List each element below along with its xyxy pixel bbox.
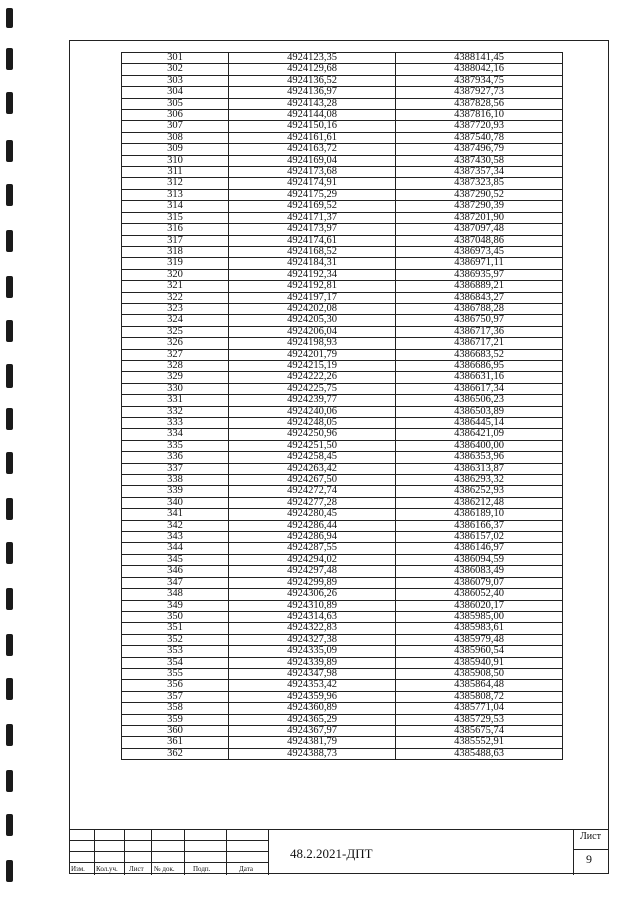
coord-x-cell: 4924129,68	[229, 64, 396, 75]
coord-y-cell: 4386631,16	[396, 372, 563, 383]
table-row	[122, 144, 563, 155]
point-number-cell: 316	[122, 224, 229, 235]
stamp-row-line	[69, 851, 269, 852]
point-number-cell: 358	[122, 703, 229, 714]
coord-y-cell: 4387540,78	[396, 132, 563, 143]
table-row	[122, 315, 563, 326]
coord-y-cell: 4387323,85	[396, 178, 563, 189]
coord-x-cell: 4924174,61	[229, 235, 396, 246]
coord-y-cell: 4387720,93	[396, 121, 563, 132]
coord-y-cell: 4385940,91	[396, 657, 563, 668]
coord-x-cell: 4924267,50	[229, 475, 396, 486]
stamp-label-kolvo: Кол.уч.	[96, 865, 118, 873]
point-number-cell: 348	[122, 589, 229, 600]
point-number-cell: 328	[122, 360, 229, 371]
point-number-cell: 314	[122, 201, 229, 212]
coord-y-cell: 4386083,49	[396, 566, 563, 577]
coord-y-cell: 4387934,75	[396, 75, 563, 86]
coord-x-cell: 4924150,16	[229, 121, 396, 132]
table-row	[122, 475, 563, 486]
coord-x-cell: 4924169,04	[229, 155, 396, 166]
coord-x-cell: 4924287,55	[229, 543, 396, 554]
coord-x-cell: 4924299,89	[229, 577, 396, 588]
table-row	[122, 326, 563, 337]
table-row	[122, 725, 563, 736]
point-number-cell: 356	[122, 680, 229, 691]
point-number-cell: 323	[122, 303, 229, 314]
coord-y-cell: 4387496,79	[396, 144, 563, 155]
coord-x-cell: 4924239,77	[229, 395, 396, 406]
point-number-cell: 345	[122, 554, 229, 565]
coord-x-cell: 4924173,97	[229, 224, 396, 235]
coord-x-cell: 4924136,52	[229, 75, 396, 86]
point-number-cell: 342	[122, 520, 229, 531]
table-row	[122, 110, 563, 121]
coord-x-cell: 4924367,97	[229, 725, 396, 736]
document-code: 48.2.2021-ДПТ	[290, 846, 373, 861]
coord-x-cell: 4924314,63	[229, 611, 396, 622]
point-number-cell: 335	[122, 440, 229, 451]
coord-y-cell: 4386617,34	[396, 383, 563, 394]
coord-y-cell: 4385808,72	[396, 691, 563, 702]
point-number-cell: 357	[122, 691, 229, 702]
coord-y-cell: 4385864,48	[396, 680, 563, 691]
table-row	[122, 75, 563, 86]
binding-mark	[6, 8, 13, 28]
table-row	[122, 360, 563, 371]
point-number-cell: 336	[122, 452, 229, 463]
coord-x-cell: 4924272,74	[229, 486, 396, 497]
point-number-cell: 311	[122, 167, 229, 178]
point-number-cell: 322	[122, 292, 229, 303]
coord-y-cell: 4386788,28	[396, 303, 563, 314]
point-number-cell: 344	[122, 543, 229, 554]
coord-y-cell: 4386717,36	[396, 326, 563, 337]
table-row	[122, 657, 563, 668]
point-number-cell: 347	[122, 577, 229, 588]
coord-y-cell: 4386445,14	[396, 418, 563, 429]
table-row	[122, 440, 563, 451]
coord-y-cell: 4386212,48	[396, 497, 563, 508]
binding-mark	[6, 92, 13, 114]
coord-y-cell: 4385675,74	[396, 725, 563, 736]
coord-x-cell: 4924310,89	[229, 600, 396, 611]
coord-y-cell: 4387097,48	[396, 224, 563, 235]
coord-x-cell: 4924197,17	[229, 292, 396, 303]
table-row	[122, 463, 563, 474]
coord-x-cell: 4924339,89	[229, 657, 396, 668]
point-number-cell: 313	[122, 189, 229, 200]
coord-x-cell: 4924360,89	[229, 703, 396, 714]
point-number-cell: 350	[122, 611, 229, 622]
coord-x-cell: 4924144,08	[229, 110, 396, 121]
binding-mark	[6, 230, 13, 252]
coord-x-cell: 4924143,28	[229, 98, 396, 109]
coord-x-cell: 4924192,81	[229, 281, 396, 292]
coord-y-cell: 4386717,21	[396, 338, 563, 349]
table-row	[122, 98, 563, 109]
coord-y-cell: 4385552,91	[396, 737, 563, 748]
coord-y-cell: 4386400,00	[396, 440, 563, 451]
coord-y-cell: 4387290,39	[396, 201, 563, 212]
coord-y-cell: 4388141,45	[396, 53, 563, 64]
point-number-cell: 361	[122, 737, 229, 748]
table-row	[122, 201, 563, 212]
coord-x-cell: 4924248,05	[229, 418, 396, 429]
point-number-cell: 308	[122, 132, 229, 143]
table-row	[122, 406, 563, 417]
coord-y-cell: 4386971,11	[396, 258, 563, 269]
point-number-cell: 341	[122, 509, 229, 520]
coord-x-cell: 4924286,94	[229, 532, 396, 543]
table-row	[122, 246, 563, 257]
point-number-cell: 304	[122, 87, 229, 98]
point-number-cell: 312	[122, 178, 229, 189]
binding-mark	[6, 140, 13, 162]
binding-mark	[6, 634, 13, 656]
binding-mark	[6, 48, 13, 70]
coord-x-cell: 4924184,31	[229, 258, 396, 269]
binding-mark	[6, 542, 13, 564]
coord-x-cell: 4924297,48	[229, 566, 396, 577]
coord-y-cell: 4385488,63	[396, 748, 563, 759]
table-row	[122, 64, 563, 75]
coord-x-cell: 4924258,45	[229, 452, 396, 463]
coord-y-cell: 4385983,61	[396, 623, 563, 634]
point-number-cell: 321	[122, 281, 229, 292]
stamp-sheet-line	[573, 849, 609, 850]
coord-x-cell: 4924335,09	[229, 646, 396, 657]
table-row	[122, 646, 563, 657]
point-number-cell: 326	[122, 338, 229, 349]
coord-x-cell: 4924251,50	[229, 440, 396, 451]
coord-x-cell: 4924175,29	[229, 189, 396, 200]
coord-x-cell: 4924173,68	[229, 167, 396, 178]
point-number-cell: 351	[122, 623, 229, 634]
point-number-cell: 315	[122, 212, 229, 223]
table-row	[122, 737, 563, 748]
coord-y-cell: 4387430,58	[396, 155, 563, 166]
coord-x-cell: 4924225,75	[229, 383, 396, 394]
coord-x-cell: 4924198,93	[229, 338, 396, 349]
stamp-label-podp: Подп.	[193, 865, 211, 873]
point-number-cell: 303	[122, 75, 229, 86]
point-number-cell: 362	[122, 748, 229, 759]
coord-y-cell: 4387048,86	[396, 235, 563, 246]
point-number-cell: 339	[122, 486, 229, 497]
coord-x-cell: 4924206,04	[229, 326, 396, 337]
coord-x-cell: 4924202,08	[229, 303, 396, 314]
coord-x-cell: 4924168,52	[229, 246, 396, 257]
table-row	[122, 372, 563, 383]
point-number-cell: 337	[122, 463, 229, 474]
point-number-cell: 307	[122, 121, 229, 132]
table-row	[122, 520, 563, 531]
table-row	[122, 281, 563, 292]
table-row	[122, 167, 563, 178]
coordinates-table	[121, 52, 563, 760]
point-number-cell: 325	[122, 326, 229, 337]
coord-x-cell: 4924263,42	[229, 463, 396, 474]
table-row	[122, 566, 563, 577]
table-row	[122, 600, 563, 611]
point-number-cell: 355	[122, 668, 229, 679]
coord-y-cell: 4387357,34	[396, 167, 563, 178]
table-row	[122, 87, 563, 98]
point-number-cell: 309	[122, 144, 229, 155]
table-row	[122, 258, 563, 269]
binding-mark	[6, 498, 13, 520]
stamp-label-list: Лист	[129, 865, 144, 873]
point-number-cell: 327	[122, 349, 229, 360]
table-row	[122, 486, 563, 497]
point-number-cell: 359	[122, 714, 229, 725]
coord-y-cell: 4387927,73	[396, 87, 563, 98]
table-row	[122, 429, 563, 440]
table-row	[122, 554, 563, 565]
coord-x-cell: 4924322,83	[229, 623, 396, 634]
coord-x-cell: 4924388,73	[229, 748, 396, 759]
coord-y-cell: 4386094,59	[396, 554, 563, 565]
point-number-cell: 330	[122, 383, 229, 394]
table-row	[122, 269, 563, 280]
table-row	[122, 509, 563, 520]
coord-x-cell: 4924123,35	[229, 53, 396, 64]
point-number-cell: 332	[122, 406, 229, 417]
table-row	[122, 292, 563, 303]
stamp-label-data: Дата	[239, 865, 253, 873]
point-number-cell: 318	[122, 246, 229, 257]
coord-x-cell: 4924280,45	[229, 509, 396, 520]
stamp-row-line	[69, 840, 269, 841]
point-number-cell: 354	[122, 657, 229, 668]
coord-x-cell: 4924286,44	[229, 520, 396, 531]
point-number-cell: 317	[122, 235, 229, 246]
point-number-cell: 301	[122, 53, 229, 64]
table-row	[122, 668, 563, 679]
point-number-cell: 340	[122, 497, 229, 508]
coord-x-cell: 4924381,79	[229, 737, 396, 748]
coord-x-cell: 4924169,52	[229, 201, 396, 212]
coord-y-cell: 4385908,50	[396, 668, 563, 679]
table-row	[122, 212, 563, 223]
coord-y-cell: 4385771,04	[396, 703, 563, 714]
table-row	[122, 714, 563, 725]
coord-y-cell: 4386020,17	[396, 600, 563, 611]
sheet-number: 9	[586, 852, 592, 866]
coord-y-cell: 4385729,53	[396, 714, 563, 725]
point-number-cell: 306	[122, 110, 229, 121]
coord-x-cell: 4924205,30	[229, 315, 396, 326]
table-row	[122, 589, 563, 600]
table-row	[122, 532, 563, 543]
coord-y-cell: 4386889,21	[396, 281, 563, 292]
point-number-cell: 305	[122, 98, 229, 109]
coord-y-cell: 4386052,40	[396, 589, 563, 600]
coord-y-cell: 4386252,93	[396, 486, 563, 497]
point-number-cell: 353	[122, 646, 229, 657]
binding-mark	[6, 724, 13, 746]
point-number-cell: 319	[122, 258, 229, 269]
point-number-cell: 324	[122, 315, 229, 326]
point-number-cell: 338	[122, 475, 229, 486]
point-number-cell: 302	[122, 64, 229, 75]
table-row	[122, 395, 563, 406]
binding-mark	[6, 408, 13, 430]
point-number-cell: 334	[122, 429, 229, 440]
coord-y-cell: 4386353,96	[396, 452, 563, 463]
table-row	[122, 121, 563, 132]
coord-y-cell: 4386146,97	[396, 543, 563, 554]
coord-x-cell: 4924136,97	[229, 87, 396, 98]
point-number-cell: 360	[122, 725, 229, 736]
table-row	[122, 224, 563, 235]
coord-y-cell: 4386686,95	[396, 360, 563, 371]
binding-mark	[6, 320, 13, 342]
coord-y-cell: 4386313,87	[396, 463, 563, 474]
coord-y-cell: 4385979,48	[396, 634, 563, 645]
binding-mark	[6, 276, 13, 298]
point-number-cell: 352	[122, 634, 229, 645]
point-number-cell: 346	[122, 566, 229, 577]
binding-mark	[6, 678, 13, 700]
binding-mark	[6, 588, 13, 610]
coord-y-cell: 4386503,89	[396, 406, 563, 417]
table-row	[122, 418, 563, 429]
coord-y-cell: 4386973,45	[396, 246, 563, 257]
coord-x-cell: 4924171,37	[229, 212, 396, 223]
coord-x-cell: 4924277,28	[229, 497, 396, 508]
table-row	[122, 680, 563, 691]
table-row	[122, 53, 563, 64]
point-number-cell: 349	[122, 600, 229, 611]
stamp-label-izm: Изм.	[71, 865, 85, 873]
table-row	[122, 543, 563, 554]
coord-y-cell: 4387201,90	[396, 212, 563, 223]
coord-y-cell: 4386293,32	[396, 475, 563, 486]
stamp-label-doc: № док.	[154, 865, 175, 873]
binding-mark	[6, 814, 13, 836]
table-row	[122, 748, 563, 759]
coord-x-cell: 4924353,42	[229, 680, 396, 691]
table-row	[122, 178, 563, 189]
table-row	[122, 235, 563, 246]
coord-y-cell: 4386421,09	[396, 429, 563, 440]
table-row	[122, 303, 563, 314]
coord-y-cell: 4386935,97	[396, 269, 563, 280]
table-row	[122, 338, 563, 349]
table-row	[122, 189, 563, 200]
coord-y-cell: 4385960,54	[396, 646, 563, 657]
binding-mark	[6, 184, 13, 206]
coord-x-cell: 4924365,29	[229, 714, 396, 725]
coord-x-cell: 4924161,61	[229, 132, 396, 143]
table-row	[122, 497, 563, 508]
coord-x-cell: 4924250,96	[229, 429, 396, 440]
coord-y-cell: 4386843,27	[396, 292, 563, 303]
coord-x-cell: 4924174,91	[229, 178, 396, 189]
table-row	[122, 349, 563, 360]
coord-x-cell: 4924215,19	[229, 360, 396, 371]
coord-x-cell: 4924294,02	[229, 554, 396, 565]
coord-y-cell: 4386189,10	[396, 509, 563, 520]
table-row	[122, 634, 563, 645]
coord-y-cell: 4386506,23	[396, 395, 563, 406]
stamp-sheet-divider	[573, 830, 574, 875]
coord-y-cell: 4386079,07	[396, 577, 563, 588]
point-number-cell: 343	[122, 532, 229, 543]
coord-x-cell: 4924347,98	[229, 668, 396, 679]
binding-mark	[6, 452, 13, 474]
table-row	[122, 577, 563, 588]
table-row	[122, 623, 563, 634]
coord-x-cell: 4924201,79	[229, 349, 396, 360]
binding-mark	[6, 770, 13, 792]
point-number-cell: 329	[122, 372, 229, 383]
sheet-label: Лист	[580, 831, 601, 842]
table-row	[122, 383, 563, 394]
coord-x-cell: 4924359,96	[229, 691, 396, 702]
coord-x-cell: 4924222,26	[229, 372, 396, 383]
coord-y-cell: 4387290,52	[396, 189, 563, 200]
table-row	[122, 691, 563, 702]
table-row	[122, 132, 563, 143]
binding-mark	[6, 860, 13, 882]
coord-x-cell: 4924240,06	[229, 406, 396, 417]
table-row	[122, 452, 563, 463]
table-row	[122, 611, 563, 622]
coord-x-cell: 4924327,38	[229, 634, 396, 645]
coord-x-cell: 4924163,72	[229, 144, 396, 155]
binding-holes	[0, 0, 20, 905]
coord-y-cell: 4388042,16	[396, 64, 563, 75]
coord-y-cell: 4386166,37	[396, 520, 563, 531]
stamp-row-line	[69, 862, 269, 863]
coord-y-cell: 4387816,10	[396, 110, 563, 121]
coord-y-cell: 4387828,56	[396, 98, 563, 109]
coord-y-cell: 4386750,97	[396, 315, 563, 326]
coord-y-cell: 4386683,52	[396, 349, 563, 360]
table-row	[122, 155, 563, 166]
point-number-cell: 331	[122, 395, 229, 406]
binding-mark	[6, 364, 13, 388]
point-number-cell: 320	[122, 269, 229, 280]
point-number-cell: 310	[122, 155, 229, 166]
point-number-cell: 333	[122, 418, 229, 429]
coord-x-cell: 4924192,34	[229, 269, 396, 280]
coord-y-cell: 4385985,00	[396, 611, 563, 622]
coord-y-cell: 4386157,02	[396, 532, 563, 543]
table-row	[122, 703, 563, 714]
coord-x-cell: 4924306,26	[229, 589, 396, 600]
